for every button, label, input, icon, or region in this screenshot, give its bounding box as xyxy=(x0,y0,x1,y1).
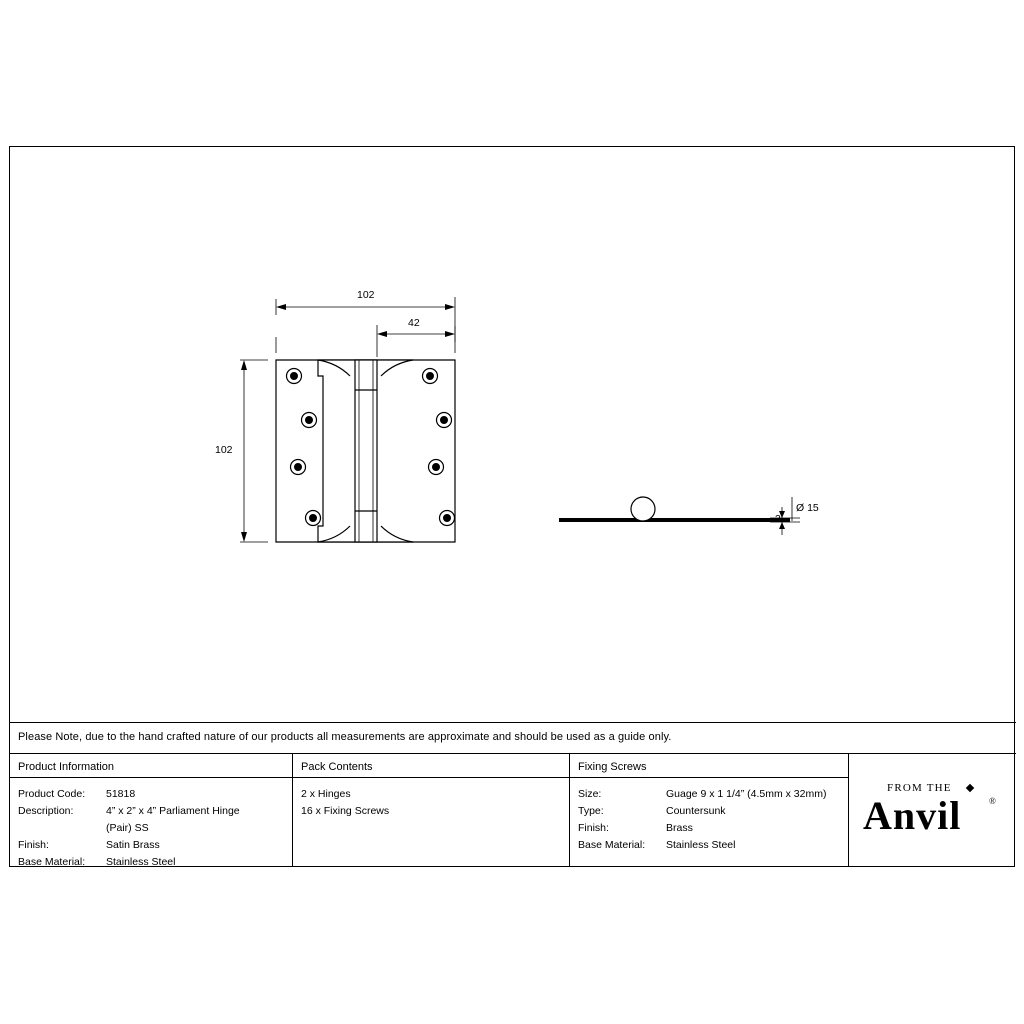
dim-label-offset: 42 xyxy=(408,317,420,329)
pack-line-screws: 16 x Fixing Screws xyxy=(301,805,390,817)
info-table xyxy=(10,753,1016,867)
fixing-screws-column xyxy=(570,754,849,867)
pack-contents-header: Pack Contents xyxy=(293,754,569,778)
drawing-frame xyxy=(9,146,1015,867)
dim-label-width: 102 xyxy=(357,289,375,301)
drawing-area xyxy=(10,147,1016,722)
product-information-header: Product Information xyxy=(10,754,292,778)
description-row xyxy=(18,803,292,820)
screw-type-key: Type: xyxy=(578,805,604,817)
pack-contents-body xyxy=(293,778,569,820)
diamond-icon xyxy=(966,784,974,792)
anvil-logo xyxy=(849,754,1016,868)
product-code-row xyxy=(18,786,292,803)
hinge-drawing-svg xyxy=(10,147,1016,722)
product-information-body xyxy=(10,778,292,871)
screw-type-value: Countersunk xyxy=(666,805,726,817)
hinge-knuckle xyxy=(355,360,377,542)
screw-base-material-row xyxy=(578,837,848,854)
note-text: Please Note, due to the hand crafted nature of our products all measurements are approximate and should be used as a guide only. xyxy=(18,731,672,743)
pack-line-hinges: 2 x Hinges xyxy=(301,788,351,800)
dim-height-102 xyxy=(240,360,268,542)
base-material-row xyxy=(18,854,292,871)
screw-finish-value: Brass xyxy=(666,822,693,834)
hinge-right-leaf xyxy=(318,360,455,542)
base-material-value: Stainless Steel xyxy=(106,856,176,868)
logo-from-the-text: FROM THE xyxy=(887,782,952,794)
dim-label-thickness: 3 xyxy=(775,513,781,525)
screw-finish-row xyxy=(578,820,848,837)
description-value-line2: (Pair) SS xyxy=(106,822,149,834)
screw-size-value: Guage 9 x 1 1/4” (4.5mm x 32mm) xyxy=(666,788,827,800)
dim-offset-42 xyxy=(377,325,455,357)
screw-base-material-value: Stainless Steel xyxy=(666,839,736,851)
dim-label-height: 102 xyxy=(215,444,233,456)
logo-anvil-text: Anvil xyxy=(863,793,962,838)
fixing-screws-body xyxy=(570,778,848,854)
screw-size-key: Size: xyxy=(578,788,602,800)
product-code-key: Product Code: xyxy=(18,788,86,800)
screw-size-row xyxy=(578,786,848,803)
screw-type-row xyxy=(578,803,848,820)
logo-registered-mark: ® xyxy=(989,796,996,806)
dim-width-102 xyxy=(276,297,455,353)
pack-contents-column xyxy=(293,754,570,867)
hinge-edge-view xyxy=(559,497,790,522)
description-key: Description: xyxy=(18,805,74,817)
description-value: 4” x 2” x 4” Parliament Hinge xyxy=(106,805,240,817)
product-code-value: 51818 xyxy=(106,788,136,800)
finish-key: Finish: xyxy=(18,839,49,851)
brand-logo-column xyxy=(849,754,1016,867)
note-row xyxy=(10,722,1016,753)
product-information-column xyxy=(10,754,293,867)
finish-value: Satin Brass xyxy=(106,839,160,851)
dim-label-diameter: Ø 15 xyxy=(796,502,819,514)
base-material-key: Base Material: xyxy=(18,856,86,868)
finish-row xyxy=(18,837,292,854)
screw-base-material-key: Base Material: xyxy=(578,839,646,851)
fixing-screws-header: Fixing Screws xyxy=(570,754,848,778)
screw-finish-key: Finish: xyxy=(578,822,609,834)
